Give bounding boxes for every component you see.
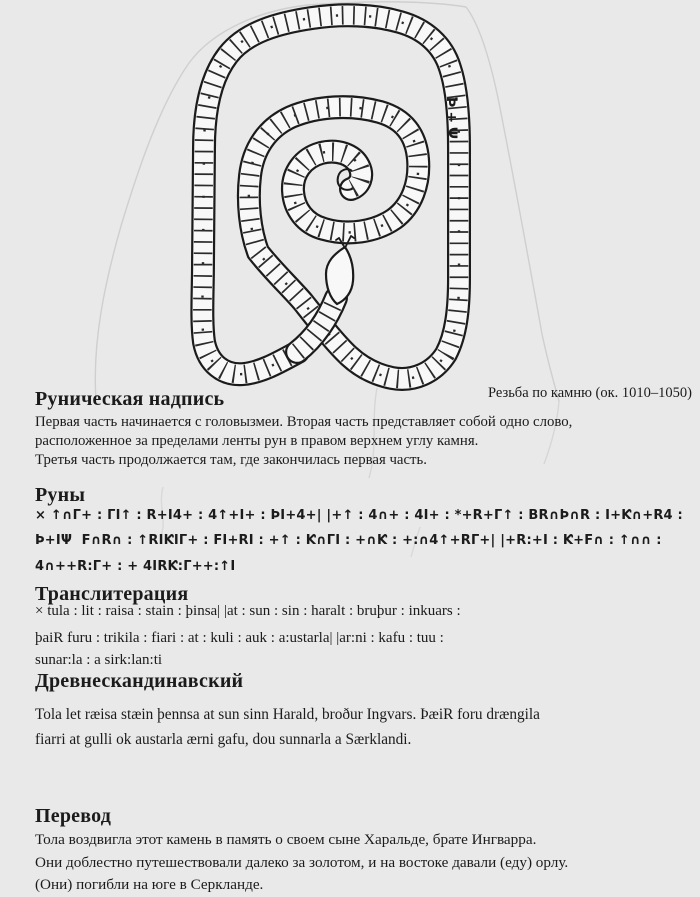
- translation-line: (Они) погибли на юге в Серкланде.: [35, 876, 264, 894]
- rune-line: Þ+ΙΨ Ϝ∩R∩ : ↑RΙƘΙΓ+ : ϜΙ+RΙ : +↑ : Ƙ∩ΓΙ : +∩Ƙ : +:∩4↑+RΓ+| |+R:+Ι : Ƙ+Ϝ∩ : ↑∩∩ :: [35, 533, 662, 549]
- runic-word-outside: Þ+Ψ: [443, 97, 459, 143]
- runes-title: Руны: [35, 484, 86, 506]
- translation-line: Тола воздвигла этот камень в память о своем сыне Харальде, брате Ингварра.: [35, 831, 537, 848]
- runes-block: [35, 503, 683, 579]
- transliteration-line: × tula : lit : raisa : stain : þinsa| |at : sun : sin : haralt : bruþur : inkuars :: [35, 603, 461, 619]
- inscription-paragraph: [35, 413, 572, 469]
- old-norse-title: Древнескандинавский: [35, 670, 244, 692]
- old-norse-block: [35, 703, 540, 753]
- inscription-line: Первая часть начинается с головызмеи. Вторая часть представляет собой одно слово,: [35, 414, 573, 430]
- inscription-line: Третья часть продолжается там, где закончилась первая часть.: [35, 451, 427, 468]
- inscription-line: расположенное за пределами ленты рун в правом верхнем углу камня.: [35, 432, 479, 449]
- stone-caption: Резьба по камню (ок. 1010–1050): [487, 385, 692, 401]
- rune-line: 4∩++R:Γ+ : + 4ΙRƘ:Γ++:↑Ι: [35, 558, 236, 574]
- translation-title: Перевод: [35, 805, 112, 827]
- old-norse-line: Tola let ræisa stæin þennsa at sun sinn Harald, broður Ingvars. ÞæiR foru drængila: [35, 706, 540, 723]
- translation-line: Они доблестно путешествовали далеко за золотом, и на востоке давали (еду) орлу.: [35, 853, 569, 871]
- transliteration-line: þaiR furu : trikila : fiari : at : kuli : auk : a:ustarla| |ar:ni : kafu : tuu :: [35, 630, 444, 646]
- serpent-head: [326, 247, 353, 304]
- transliteration-title: Транслитерация: [35, 583, 189, 605]
- old-norse-line: fiarri at gulli ok austarla ærni gafu, dou sunnarla a Særklandi.: [35, 730, 412, 748]
- inscription-title: Руническая надпись: [35, 388, 225, 410]
- transliteration-block: [35, 628, 444, 671]
- translation-block: [35, 829, 568, 897]
- rune-line: × ↑∩Γ+ : ΓΙ↑ : R+Ι4+ : 4↑+Ι+ : ÞΙ+4+| |+↑ : 4∩+ : 4Ι+ : *+R+Γ↑ : BR∩Þ∩R : Ι+Ƙ∩+R4 :: [35, 508, 683, 523]
- transliteration-line: sunar:la : a sirk:lan:ti: [35, 651, 163, 668]
